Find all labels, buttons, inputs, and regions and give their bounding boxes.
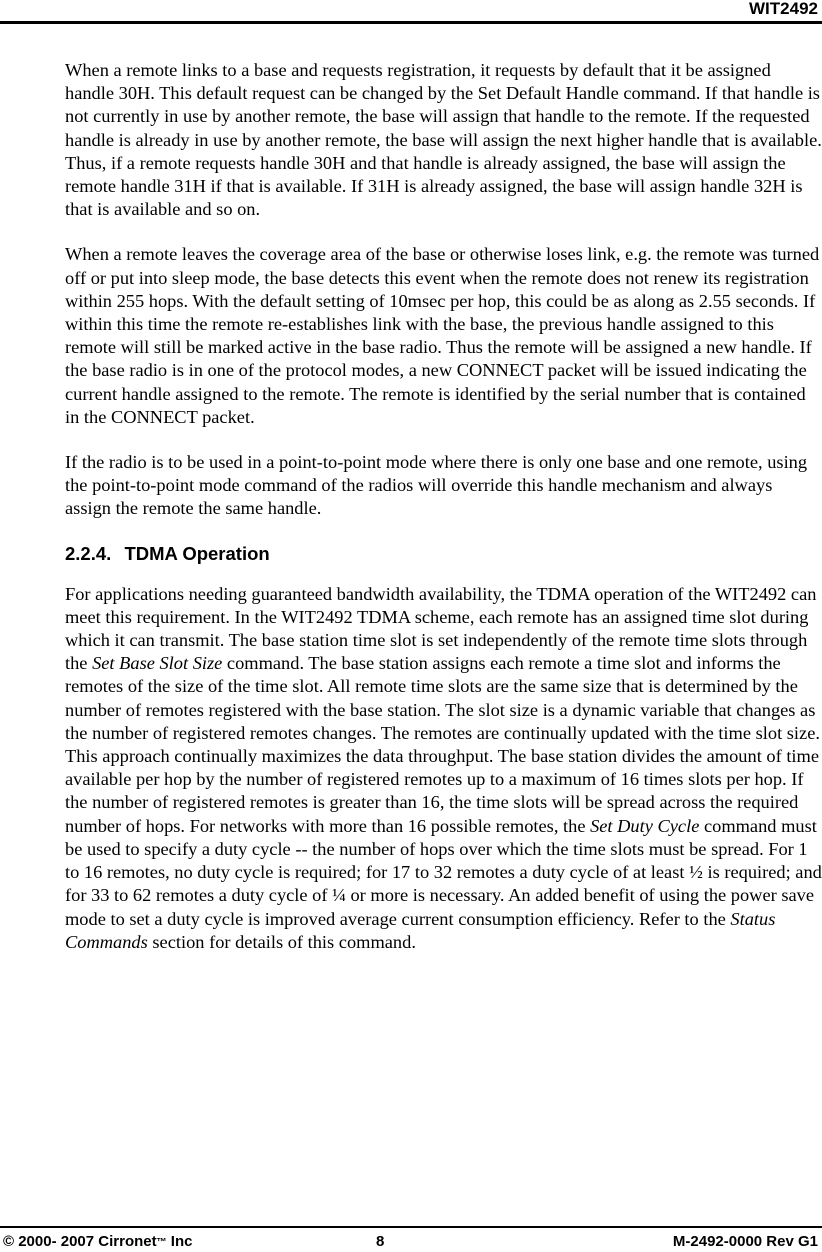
document-id: M-2492-0000 Rev G1	[672, 1233, 818, 1250]
tdma-text-part2: command. The base station assigns each remote a time slot and informs the remotes of the size of the time slot. All remote time slots are the same size that is determined by the number of remotes registered with the base station. The slot size is a dynamic variable that changes as the number of registered remotes changes. The remotes are continually updated with the time slot size. This approach continually maximizes the data throughput. The base station divides the amount of time available per hop by the number of registered remotes up to a maximum of 16 times slots per hop. If the number of registered remotes is greater than 16, the time slots will be spread across the required number of hops. For networks with more than 16 possible remotes, the	[65, 653, 820, 836]
company-suffix: Inc	[166, 1233, 193, 1250]
page-footer	[3, 1233, 818, 1251]
footer-copyright	[3, 1233, 192, 1252]
document-header-title: WIT2492	[749, 0, 818, 18]
command-set-base-slot-size: Set Base Slot Size	[92, 653, 223, 674]
command-set-duty-cycle: Set Duty Cycle	[590, 815, 700, 836]
header-divider	[0, 21, 822, 24]
page-number: 8	[376, 1233, 385, 1250]
paragraph-link-loss: When a remote leaves the coverage area of the base or otherwise loses link, e.g. the remote was turned off or put into sleep mode, the base detects this event when the remote does not renew its registration within 255 hops. With the default setting of 10msec per hop, this could be as along as 2.55 seconds. If within this time the remote re-establishes link with the base, the previous handle assigned to this remote will still be marked active in the base radio. Thus the remote will be assigned a new handle. If the base radio is in one of the protocol modes, a new CONNECT packet will be issued indicating the current handle assigned to the remote. The remote is identified by the serial number that is contained in the CONNECT packet.	[65, 244, 820, 427]
tdma-text-part3: command must be used to specify a duty cycle -- the number of hops over which the time slots must be spread. For 1 to 16 remotes, no duty cycle is required; for 17 to 32 remotes a duty cycle of at least ½ is required; and for 33 to 62 remotes a duty cycle of ¼ or more is necessary. An added benefit of using the power save mode to set a duty cycle is improved average current consumption efficiency. Refer to the	[65, 815, 822, 929]
tdma-text-part1: For applications needing guaranteed bandwidth availability, the TDMA operation of the WIT2492 can meet this requirement. In the WIT2492 TDMA scheme, each remote has an assigned time slot during which it can transmit. The base station time slot is set independently of the remote time slots through the	[65, 583, 817, 674]
section-heading-tdma	[65, 543, 822, 565]
section-title: TDMA Operation	[124, 542, 270, 564]
paragraph-tdma-operation	[65, 583, 822, 954]
copyright-text: © 2000- 2007 Cirronet	[3, 1233, 157, 1250]
tdma-text-part4: section for details of this command.	[147, 931, 416, 952]
page-content	[65, 59, 822, 976]
paragraph-point-to-point: If the radio is to be used in a point-to-point mode where there is only one base and one remote, using the point-to-point mode command of the radios will override this handle mechanism and always assign the remote the same handle.	[65, 452, 808, 519]
trademark-symbol: ™	[156, 1237, 167, 1248]
paragraph-handle-assignment: When a remote links to a base and requests registration, it requests by default that it be assigned handle 30H. This default request can be changed by the Set Default Handle command. If that handle is not currently in use by another remote, the base will assign that handle to the remote. If the requested handle is already in use by another remote, the base will assign the next higher handle that is available. Thus, if a remote requests handle 30H and that handle is already assigned, the base will assign the remote handle 31H if that is available. If 31H is already assigned, the base will assign handle 32H is that is available and so on.	[65, 60, 822, 220]
section-number: 2.2.4.	[65, 542, 112, 564]
status-commands-reference: Status Commands	[65, 908, 776, 952]
footer-divider	[0, 1226, 822, 1228]
